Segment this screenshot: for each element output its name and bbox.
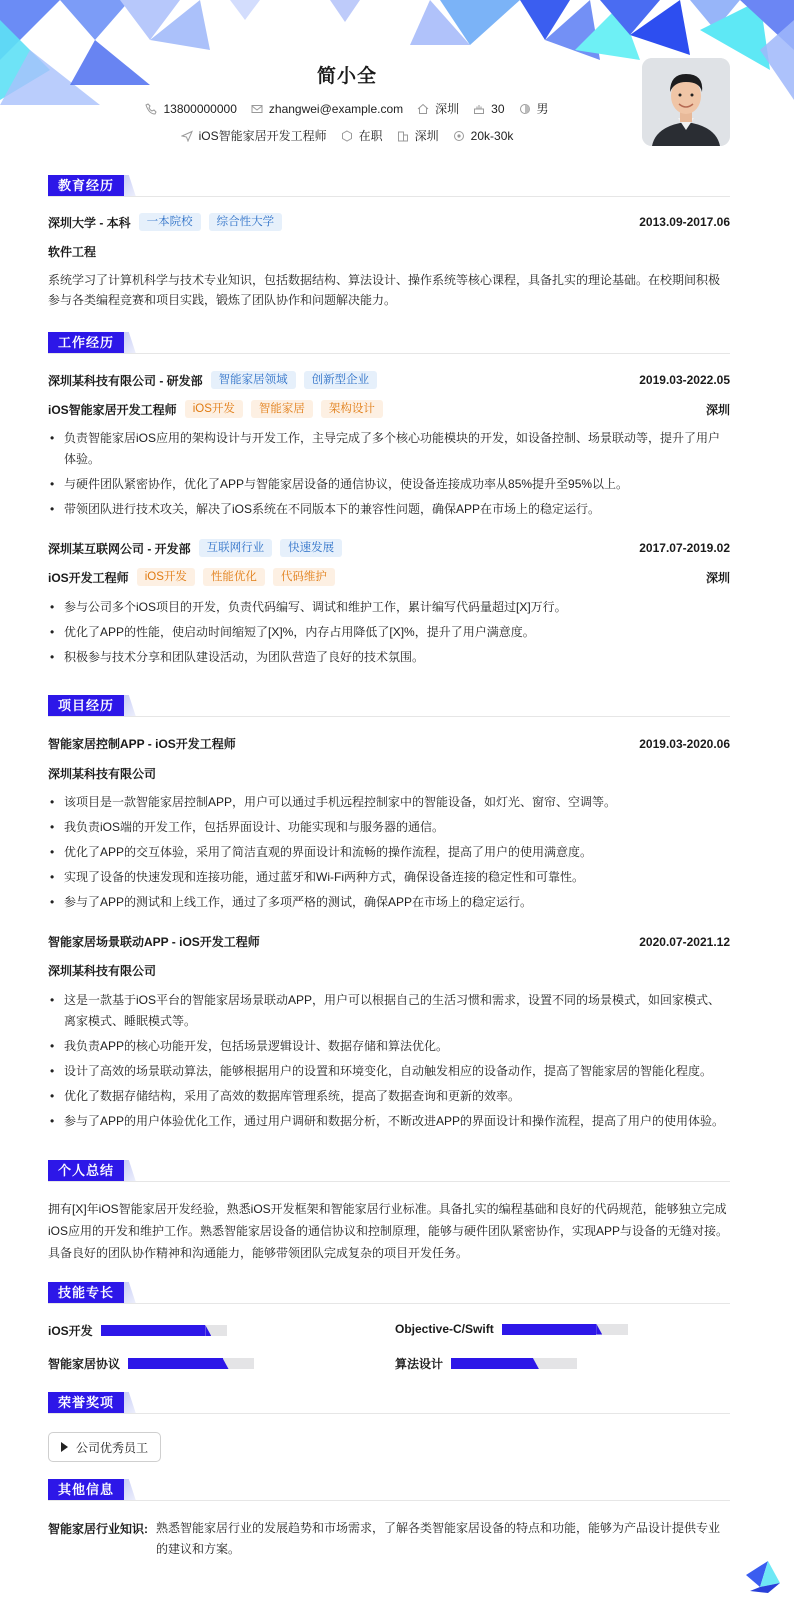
role-tag: 智能家居 [251,400,313,418]
project-period: 2020.07-2021.12 [639,934,730,949]
list-item: • 该项目是一款智能家居控制APP，用户可以通过手机远程控制家中的智能设备，如灯光、窗帘、空调等。 [48,792,730,813]
skill-name: Objective-C/Swift [395,1322,494,1336]
skill-item [48,1322,227,1339]
city-text: 深圳 [435,102,460,116]
gender-icon [519,103,531,115]
award-item [48,1432,161,1462]
award-name: 公司优秀员工 [76,1440,149,1455]
skill-bar-fill [502,1324,597,1335]
phone-text: 13800000000 [163,101,237,116]
candidate-name: 简小全 [316,66,377,87]
avatar [642,58,730,146]
phone-info [145,102,236,116]
work-bullets [48,597,730,672]
section-title-awards: 荣誉奖项 [48,1392,124,1414]
gender-text: 男 [536,102,549,116]
list-item: • 带领团队进行技术攻关，解决了iOS系统在不同版本下的兼容性问题，确保APP在市场上的稳定运行。 [48,499,730,520]
project-bullets [48,990,730,1136]
role-name: iOS智能家居开发工程师 [48,402,177,417]
company-tag: 互联网行业 [199,539,273,557]
project-title-row [48,933,730,950]
building-icon [397,130,409,142]
salary-text: 20k-30k [470,128,514,143]
role-tag: 性能优化 [203,568,265,586]
work-location: 深圳 [705,570,730,585]
list-item: • 与硬件团队紧密协作，优化了APP与智能家居设备的通信协议，使设备连接成功率从85%提升至95%以上。 [48,474,730,495]
work-period: 2017.07-2019.02 [639,541,730,555]
job-title-text: iOS智能家居开发工程师 [198,129,327,143]
work-location: 深圳 [705,402,730,417]
company-tag: 快速发展 [280,539,342,557]
list-item: • 积极参与技术分享和团队建设活动，为团队营造了良好的技术氛围。 [48,647,730,668]
section-divider [48,716,730,717]
work-company-row [48,371,730,389]
project-title: 智能家居场景联动APP - iOS开发工程师 [48,935,260,949]
role-name: iOS开发工程师 [48,570,129,585]
education-period: 2013.09-2017.06 [639,215,730,229]
project-bullets [48,792,730,917]
list-item: • 优化了APP的性能，使启动时间缩短了[X]%，内存占用降低了[X]%，提升了用户满意度。 [48,622,730,643]
list-item: • 优化了数据存储结构，采用了高效的数据库管理系统，提高了数据查询和更新的效率。 [48,1086,730,1107]
email-text: zhangwei@example.com [268,101,404,116]
salary-info [453,129,514,143]
skill-item [395,1322,628,1336]
skill-bar [128,1358,254,1369]
section-divider [48,1181,730,1182]
contact-row [0,100,694,117]
work-city-text: 深圳 [414,129,439,143]
role-tag: iOS开发 [137,568,195,586]
list-item: • 参与公司多个iOS项目的开发，负责代码编写、调试和维护工作，累计编写代码量超过[X]万行。 [48,597,730,618]
project-company: 深圳某科技有限公司 [48,964,157,978]
section-divider [48,1413,730,1414]
role-tag: 代码维护 [273,568,335,586]
salary-icon [453,130,465,142]
skill-bar [451,1358,577,1369]
section-divider [48,353,730,354]
list-item: • 优化了APP的交互体验，采用了简洁直观的界面设计和流畅的操作流程，提高了用户的使用满意度。 [48,842,730,863]
section-title-skills: 技能专长 [48,1282,124,1304]
resume-header [0,0,794,165]
work-company-row [48,539,730,557]
age-info [473,102,504,116]
work-role-row [48,400,730,418]
list-item: • 实现了设备的快速发现和连接功能，通过蓝牙和Wi-Fi两种方式，确保设备连接的稳定性和可靠性。 [48,867,730,888]
cake-icon [473,103,485,115]
play-icon [61,1442,68,1452]
phone-icon [145,103,157,115]
project-company-row [48,962,730,979]
home-icon [417,103,429,115]
skill-name: 算法设计 [395,1357,444,1371]
company-tag: 智能家居领域 [211,371,296,389]
skill-bar [502,1324,628,1335]
skill-bar [101,1325,227,1336]
list-item: • 我负责iOS端的开发工作，包括界面设计、功能实现和与服务器的通信。 [48,817,730,838]
job-title-info [181,127,327,144]
company-tag: 创新型企业 [304,371,378,389]
send-icon [181,130,193,142]
company-name: 深圳某科技有限公司 - 研发部 [48,373,203,388]
list-item: • 负责智能家居iOS应用的架构设计与开发工作，主导完成了多个核心功能模块的开发，如设备控制、场景联动等，提升了用户体验。 [48,428,730,470]
school-tag: 一本院校 [139,213,201,231]
list-item: • 我负责APP的核心功能开发，包括场景逻辑设计、数据存储和算法优化。 [48,1036,730,1057]
other-text: 熟悉智能家居行业的发展趋势和市场需求，了解各类智能家居设备的特点和功能，能够为产品设计提供专业的建议和方案。 [156,1521,721,1556]
skill-name: 智能家居协议 [48,1357,121,1371]
education-major: 软件工程 [48,245,97,259]
section-title-work: 工作经历 [48,332,124,354]
role-tag: iOS开发 [185,400,243,418]
gender-info [519,100,549,117]
section-title-summary: 个人总结 [48,1160,124,1182]
project-title: 智能家居控制APP - iOS开发工程师 [48,737,236,751]
skill-bar-fill [101,1325,206,1336]
age-text: 30 [491,101,505,116]
status-text: 在职 [358,129,383,143]
list-item: • 这是一款基于iOS平台的智能家居场景联动APP，用户可以根据自己的生活习惯和需求，设置不同的场景模式，如回家模式、离家模式、睡眠模式等。 [48,990,730,1032]
project-title-row [48,735,730,752]
company-name: 深圳某互联网公司 - 开发部 [48,541,191,556]
project-company: 深圳某科技有限公司 [48,767,157,781]
skill-name: iOS开发 [48,1324,93,1338]
project-period: 2019.03-2020.06 [639,736,730,751]
list-item: • 参与了APP的用户体验优化工作，通过用户调研和数据分析，不断改进APP的界面设计和操作流程，提高了用户的使用体验。 [48,1111,730,1132]
work-bullets [48,428,730,524]
portrait-illustration [642,58,730,146]
footer-decoration [746,1553,780,1593]
section-divider [48,196,730,197]
education-major-row [48,243,730,260]
section-title-other: 其他信息 [48,1479,124,1501]
city-info [417,100,459,117]
skill-bar-fill [128,1358,223,1369]
section-title-education: 教育经历 [48,175,124,197]
list-item: • 参与了APP的测试和上线工作，通过了多项严格的测试，确保APP在市场上的稳定运行。 [48,892,730,913]
skill-item [48,1355,254,1372]
job-intent-row [0,127,694,144]
school-tag: 综合性大学 [209,213,283,231]
section-divider [48,1303,730,1304]
section-title-projects: 项目经历 [48,695,124,717]
work-period: 2019.03-2022.05 [639,373,730,387]
other-label: 智能家居行业知识: [48,1522,148,1536]
work-city-info [397,127,439,144]
work-role-row [48,568,730,586]
status-info [341,127,383,144]
education-header [48,213,730,231]
summary-text: 拥有[X]年iOS智能家居开发经验，熟悉iOS开发框架和智能家居行业标准。具备扎实的编程基础和良好的代码规范，能够独立完成iOS应用的开发和维护工作。熟悉智能家居设备的通信协议和控制原理，能够与硬件团队紧密协作，实现APP与设备的无缝对接。具备良好的团队协作精神和沟通能力，能够带领团队完成复杂的项目开发任务。 [48,1202,729,1260]
section-divider [48,1500,730,1501]
skill-bar-fill [451,1358,533,1369]
list-item: • 设计了高效的场景联动算法，能够根据用户的设置和环境变化，自动触发相应的设备动作，提高了智能家居的智能化程度。 [48,1061,730,1082]
school-name: 深圳大学 - 本科 [48,215,131,230]
skill-item [395,1355,577,1372]
project-company-row [48,765,730,782]
role-tag: 架构设计 [321,400,383,418]
email-icon [251,103,263,115]
status-icon [341,130,353,142]
education-description: 系统学习了计算机科学与技术专业知识，包括数据结构、算法设计、操作系统等核心课程，具备扎实的理论基础。在校期间积极参与各类编程竞赛和项目实践，锻炼了团队协作和问题解决能力。 [48,273,721,307]
email-info [251,102,403,116]
